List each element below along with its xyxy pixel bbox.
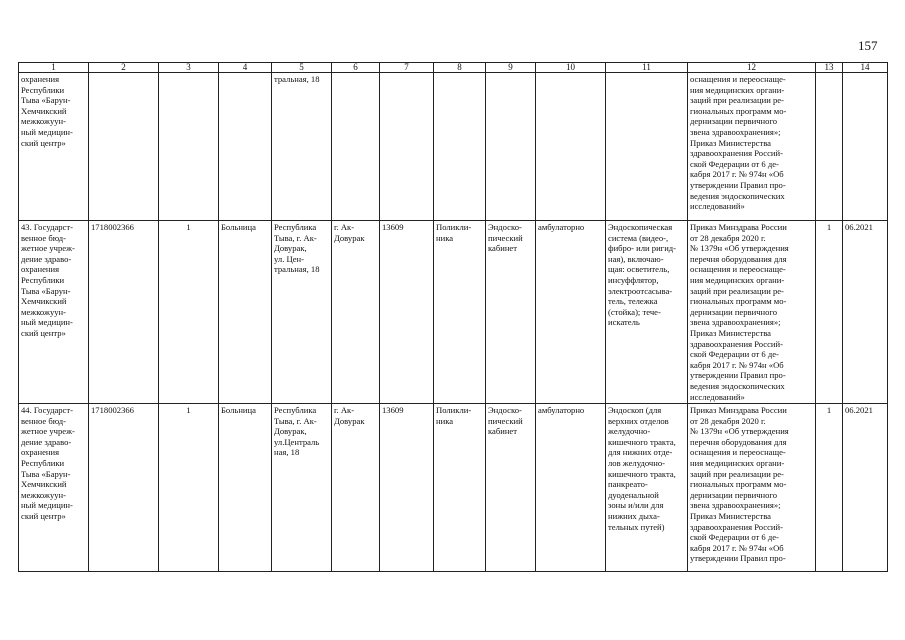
cabinet-cell (486, 73, 536, 221)
table-row (19, 221, 888, 404)
count-cell: 1 (159, 404, 219, 572)
address-cell: тральная, 18 (272, 73, 332, 221)
unit-cell: Поликли- ника (434, 404, 486, 572)
care-form-cell: амбулаторно (536, 221, 606, 404)
regulation-cell: Приказ Минздрава России от 28 декабря 2020 г. № 1379н «Об утверждения перечня оборудования для оснащения и переоснаще- ния медицинских органи- заций при реализации ре- гиональных программ мо- дернизации первичного звена здравоохранения»; Приказ Министерства здравоохранения Россий- ской Федерации от 6 де- кабря 2017 г. № 974н «Об утверждении Правил про- ведения эндоскопических исследований» (688, 221, 816, 404)
equipment-cell: Эндоскопическая система (видео-, фибро- или ригид- ная), включаю- щая: осветитель, инсуффлятор, электроотсасыва- тель, тележка (стойка); тече- искатель (606, 221, 688, 404)
table-row (19, 404, 888, 572)
equipment-cell (606, 73, 688, 221)
table-row (19, 73, 888, 221)
institution-cell: 43. Государст- венное бюд- жетное учреж- дение здраво- охранения Республики Тыва «Барун- Хемчикский межкожуун- ный медицин- ский центр» (19, 221, 89, 404)
care-form-cell (536, 73, 606, 221)
column-header-14: 14 (843, 63, 888, 73)
column-header-13: 13 (816, 63, 843, 73)
regulation-cell: Приказ Минздрава России от 28 декабря 2020 г. № 1379н «Об утверждения перечня оборудования для оснащения и переоснаще- ния медицинских органи- заций при реализации ре- гиональных программ мо- дернизации первичного звена здравоохранения»; Приказ Министерства здравоохранения Россий- ской Федерации от 6 де- кабря 2017 г. № 974н «Об утверждении Правил про- (688, 404, 816, 572)
address-cell: Республика Тыва, г. Ак- Довурак, ул. Цен- тральная, 18 (272, 221, 332, 404)
unit-cell (434, 73, 486, 221)
quantity-cell: 1 (816, 221, 843, 404)
cabinet-cell: Эндоско- пический кабинет (486, 221, 536, 404)
inn-cell: 1718002366 (89, 221, 159, 404)
care-form-cell: амбулаторно (536, 404, 606, 572)
date-cell (843, 73, 888, 221)
institution-cell: охранения Республики Тыва «Барун- Хемчикский межкожуун- ный медицин- ский центр» (19, 73, 89, 221)
type-cell: Больница (219, 221, 272, 404)
city-cell: г. Ак- Довурак (332, 221, 380, 404)
date-cell: 06.2021 (843, 404, 888, 572)
date-cell: 06.2021 (843, 221, 888, 404)
column-header-9: 9 (486, 63, 536, 73)
regulation-cell: оснащения и переоснаще- ния медицинских органи- заций при реализации ре- гиональных программ мо- дернизации первичного звена здравоохранения»; Приказ Министерства здравоохранения Россий- ской Федерации от 6 де- кабря 2017 г. № 974н «Об утверждении Правил про- ведения эндоскопических исследований» (688, 73, 816, 221)
type-cell (219, 73, 272, 221)
column-header-8: 8 (434, 63, 486, 73)
address-cell: Республика Тыва, г. Ак- Довурак, ул.Централь ная, 18 (272, 404, 332, 572)
column-header-3: 3 (159, 63, 219, 73)
quantity-cell: 1 (816, 404, 843, 572)
city-cell: г. Ак- Довурак (332, 404, 380, 572)
equipment-cell: Эндоскоп (для верхних отделов желудочно- кишечного тракта, для нижних отде- лов желудочно- кишечного тракта, панкреато- дуоденальной зоны и/или для нижних дыха- тельных путей) (606, 404, 688, 572)
code-cell: 13609 (380, 221, 434, 404)
count-cell (159, 73, 219, 221)
equipment-table (18, 62, 888, 572)
cabinet-cell: Эндоско- пический кабинет (486, 404, 536, 572)
quantity-cell (816, 73, 843, 221)
inn-cell: 1718002366 (89, 404, 159, 572)
column-header-12: 12 (688, 63, 816, 73)
count-cell: 1 (159, 221, 219, 404)
column-header-11: 11 (606, 63, 688, 73)
column-header-6: 6 (332, 63, 380, 73)
column-header-2: 2 (89, 63, 159, 73)
unit-cell: Поликли- ника (434, 221, 486, 404)
page-number: 157 (858, 38, 878, 53)
column-header-5: 5 (272, 63, 332, 73)
column-header-4: 4 (219, 63, 272, 73)
column-header-7: 7 (380, 63, 434, 73)
city-cell (332, 73, 380, 221)
code-cell: 13609 (380, 404, 434, 572)
institution-cell: 44. Государст- венное бюд- жетное учреж- дение здраво- охранения Республики Тыва «Барун- Хемчикский межкожуун- ный медицин- ский центр» (19, 404, 89, 572)
column-header-1: 1 (19, 63, 89, 73)
column-header-10: 10 (536, 63, 606, 73)
header-row (19, 63, 888, 73)
code-cell (380, 73, 434, 221)
inn-cell (89, 73, 159, 221)
type-cell: Больница (219, 404, 272, 572)
